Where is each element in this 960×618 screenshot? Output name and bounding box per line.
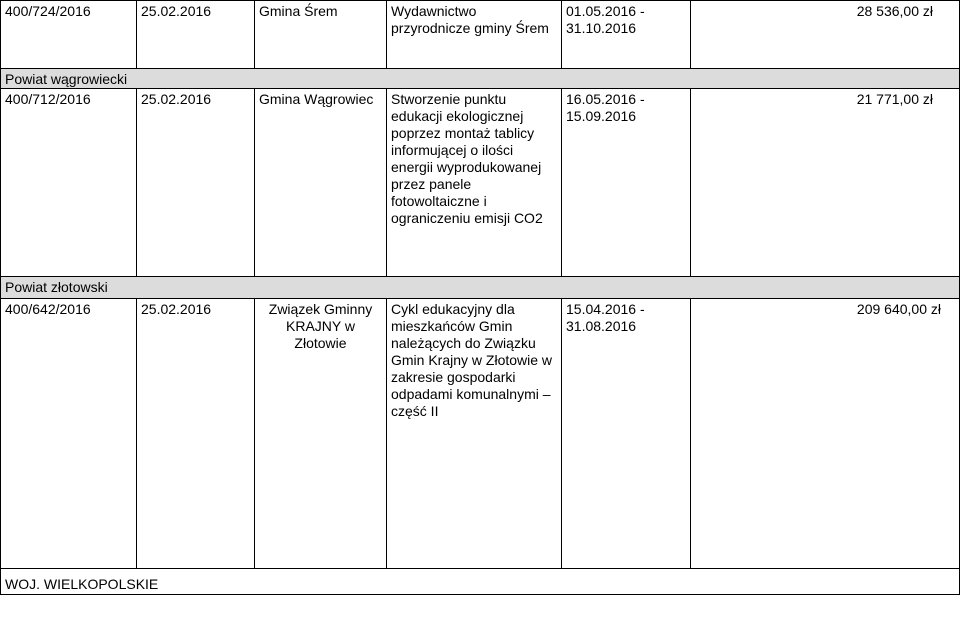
entry-title: Stworzenie punktu edukacji ekologicznej poprzez montaż tablicy informującej o ilości energii wyprodukowanej przez panele fotowoltaiczne i ograniczeniu emisji CO2 — [387, 89, 562, 277]
entry-period: 16.05.2016 - 15.09.2016 — [562, 89, 691, 277]
table-row — [1, 89, 960, 277]
entry-amount: 209 640,00 zł — [691, 299, 960, 569]
region-row — [1, 277, 960, 299]
entry-amount: 28 536,00 zł — [691, 1, 960, 69]
voivodeship-label: WOJ. WIELKOPOLSKIE — [1, 569, 960, 595]
entry-number: 400/712/2016 — [1, 89, 137, 277]
entry-beneficiary: Gmina Wągrowiec — [255, 89, 387, 277]
entry-title: Wydawnictwo przyrodnicze gminy Śrem — [387, 1, 562, 69]
entry-title: Cykl edukacyjny dla mieszkańców Gmin należących do Związku Gmin Krajny w Złotowie w zakresie gospodarki odpadami komunalnymi – część II — [387, 299, 562, 569]
region-label: Powiat wągrowiecki — [1, 69, 960, 89]
table-row — [1, 299, 960, 569]
entry-date: 25.02.2016 — [137, 89, 255, 277]
entry-amount: 21 771,00 zł — [691, 89, 960, 277]
entry-number: 400/642/2016 — [1, 299, 137, 569]
region-row — [1, 69, 960, 89]
entry-beneficiary: Gmina Śrem — [255, 1, 387, 69]
entry-date: 25.02.2016 — [137, 1, 255, 69]
footer-row — [1, 569, 960, 595]
entry-date: 25.02.2016 — [137, 299, 255, 569]
entry-beneficiary: Związek Gminny KRAJNY w Złotowie — [255, 299, 387, 569]
entry-period: 01.05.2016 - 31.10.2016 — [562, 1, 691, 69]
entry-number: 400/724/2016 — [1, 1, 137, 69]
entry-period: 15.04.2016 - 31.08.2016 — [562, 299, 691, 569]
region-label: Powiat złotowski — [1, 277, 960, 299]
table-row — [1, 1, 960, 69]
